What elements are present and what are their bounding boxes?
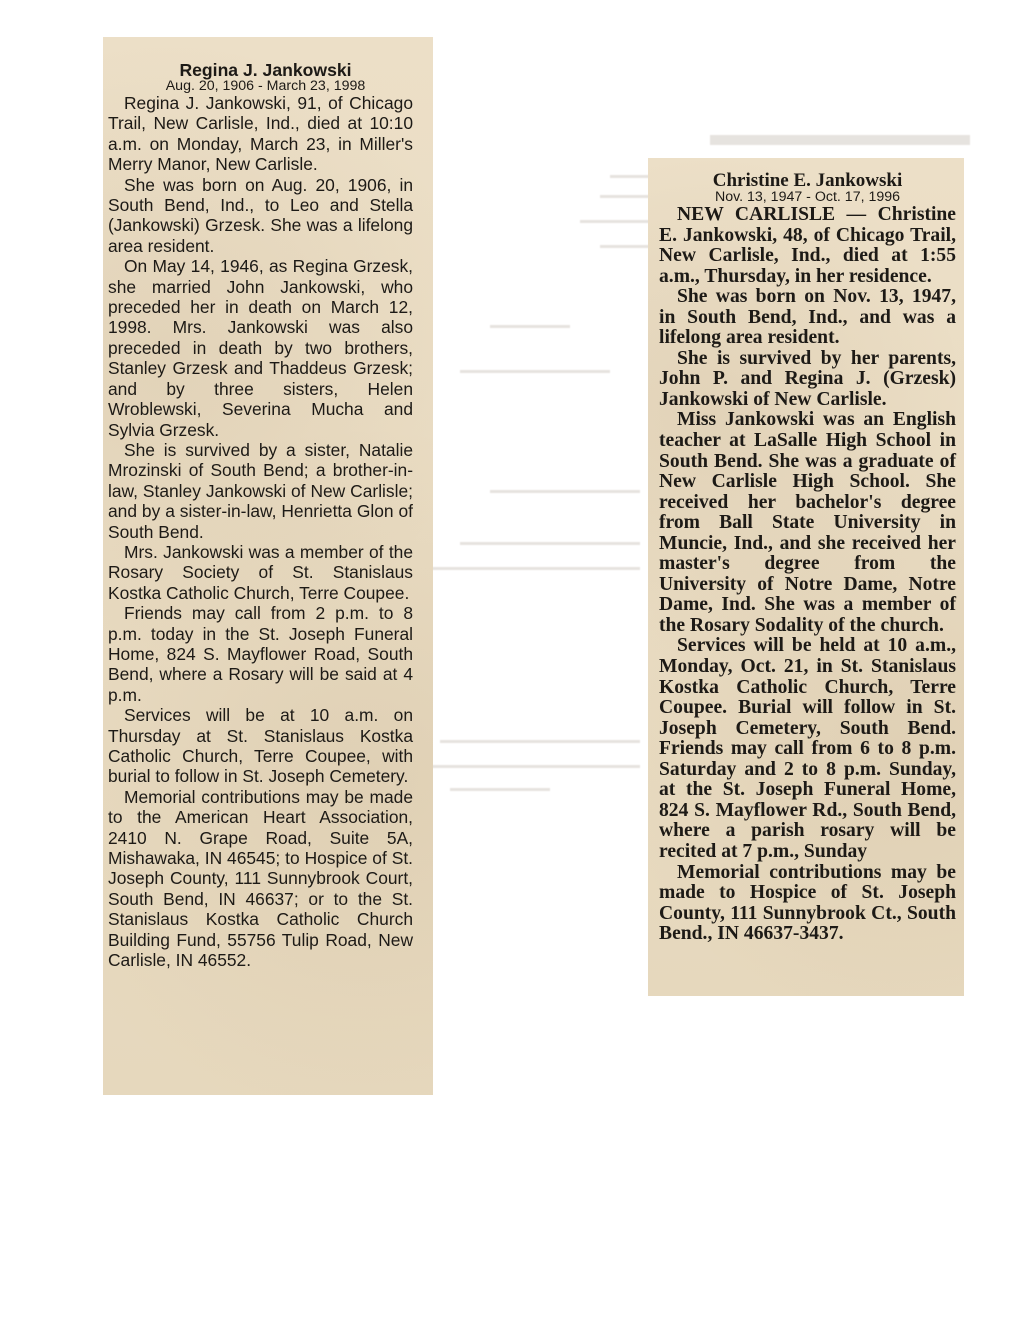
obituary-paragraph: On May 14, 1946, as Regina Grzesk, she married John Jankowski, who preceded her in death on March 12, 1998. Mrs. Jankowski was also preceded in death by two brothers, Stanley Grzesk and Thaddeus Grzesk; and by three sisters, Helen Wroblewski, Severina Mucha and Sylvia Grzesk. — [108, 256, 413, 440]
obituary-clipping-regina — [103, 37, 433, 1095]
obituary-dateline: NEW CARLISLE — — [677, 204, 867, 225]
obituary-paragraph: Miss Jankowski was an English teacher at LaSalle High School in South Bend. She was a graduate of New Carlisle High School. She received her bachelor's degree from Ball State University in Muncie, Ind., and she received her master's degree from the University of Notre Dame, Notre Dame, Ind. She was a member of the Rosary Sodality of the church. — [659, 409, 956, 636]
obituary-paragraph-text: Christine E. Jankowski, 48, of Chicago Trail, New Carlisle, Ind., died at 1:55 a.m., Thursday, in her residence. — [659, 204, 956, 287]
obituary-paragraph: She is survived by a sister, Natalie Mrozinski of South Bend; a brother-in-law, Stanley Jankowski of New Carlisle; and by a sister-in-law, Henrietta Glon of South Bend. — [108, 439, 413, 542]
obituary-paragraph: Friends may call from 2 p.m. to 8 p.m. today in the St. Joseph Funeral Home, 824 S. Mayflower Road, South Bend, where a Rosary will be said at 4 p.m. — [108, 603, 413, 705]
obituary-paragraph: She was born on Nov. 13, 1947, in South Bend, Ind., and was a lifelong area resident. — [659, 286, 956, 349]
obituary-paragraph: Memorial contributions may be made to Hospice of St. Joseph County, 111 Sunnybrook Ct., South Bend., IN 46637-3437. — [659, 861, 956, 945]
obituary-paragraph: She was born on Aug. 20, 1906, in South Bend, Ind., to Leo and Stella (Jankowski) Grzesk. She was a lifelong area resident. — [108, 174, 413, 256]
obituary-clipping-christine — [648, 158, 964, 996]
obituary-paragraph: Services will be held at 10 a.m., Monday, Oct. 21, in St. Stanislaus Kostka Catholic Church, Terre Coupee. Burial will follow in St. Joseph Cemetery, South Bend. Friends may call from 6 to 8 p.m. Saturday and 2 to 8 p.m. Sunday, at the St. Joseph Funeral Home, 824 S. Mayflower Rd., South Bend, where a parish rosary will be recited at 7 p.m., Sunday — [659, 635, 956, 862]
obituary-paragraph: She is survived by her parents, John P. and Regina J. (Grzesk) Jankowski of New Carlisle. — [659, 347, 956, 410]
obituary-name: Christine E. Jankowski — [712, 170, 903, 191]
obituary-paragraph: Regina J. Jankowski, 91, of Chicago Trail, New Carlisle, Ind., died at 10:10 a.m. on Monday, March 23, in Miller's Merry Manor, New Carlisle. — [108, 93, 413, 175]
obituary-name: Regina J. Jankowski — [179, 60, 352, 80]
obituary-paragraph: Memorial contributions may be made to the American Heart Association, 2410 N. Grape Road, Suite 5A, Mishawaka, IN 46545; to Hospice of St. Joseph County, 111 Sunnybrook Court, South Bend, IN 46637; or to the St. Stanislaus Kostka Catholic Church Building Fund, 55756 Tulip Road, New Carlisle, IN 46552. — [108, 786, 413, 971]
obituary-dates: Nov. 13, 1947 - Oct. 17, 1996 — [714, 189, 901, 205]
obituary-paragraph — [659, 205, 956, 287]
obituary-paragraph: Services will be at 10 a.m. on Thursday at St. Stanislaus Kostka Catholic Church, Terre Coupee, with burial to follow in St. Joseph Cemetery. — [108, 705, 413, 787]
obituary-paragraph: Mrs. Jankowski was a member of the Rosary Society of St. Stanislaus Kostka Catholic Church, Terre Coupee. — [108, 541, 413, 603]
obituary-dates: Aug. 20, 1906 - March 23, 1998 — [165, 78, 366, 94]
